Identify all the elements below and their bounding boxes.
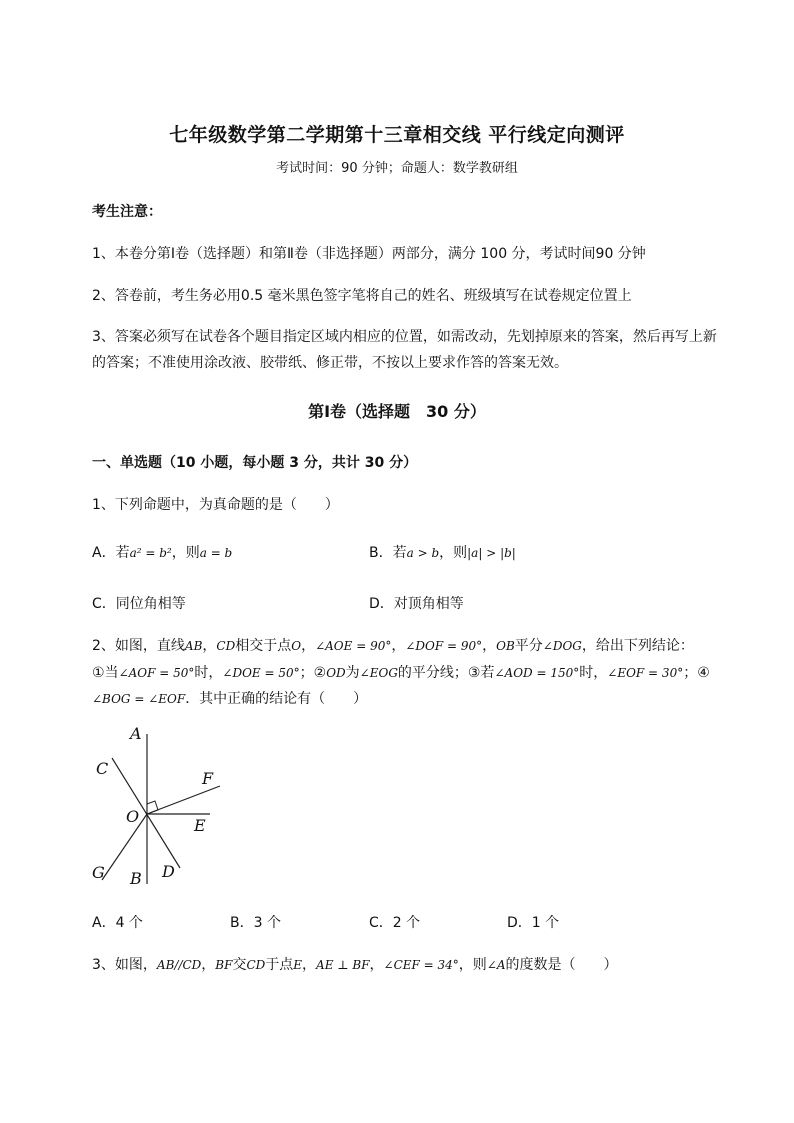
exam-info: 考试时间：90 分钟；命题人：数学教研组 — [276, 161, 518, 176]
text: 的平分线；③若 — [397, 665, 495, 681]
question-2-figure — [88, 722, 228, 887]
text: 相交于点 — [235, 638, 292, 654]
math: ∠EOF = 30° — [607, 666, 684, 680]
math: AB — [184, 639, 203, 653]
text: 于点 — [265, 957, 294, 973]
question-2-line-2 — [92, 662, 710, 682]
math: AB//CD — [156, 958, 202, 972]
text: ， — [202, 638, 217, 654]
text: 2、如图，直线 — [92, 638, 185, 654]
question-2-line-3 — [92, 688, 367, 708]
notice-item-3-line-2: 的答案；不准使用涂改液、胶带纸、修正带，不按以上要求作答的答案无效。 — [92, 355, 568, 371]
math: O — [291, 639, 302, 653]
math: CD — [216, 639, 236, 653]
question-2-option-c: C．2 个 — [369, 915, 421, 931]
question-2-option-a: A．4 个 — [92, 915, 143, 931]
line-cd — [112, 758, 180, 868]
option-b-math-2: |a| > |b| — [467, 546, 516, 560]
label-b: B — [130, 869, 142, 887]
question-2-line-1 — [92, 635, 694, 655]
label-g: G — [92, 863, 105, 882]
math: ∠A — [486, 958, 506, 972]
label-e: E — [194, 816, 206, 835]
math: OB — [496, 639, 515, 653]
math: ∠AOF = 50° — [118, 666, 195, 680]
text: 时， — [194, 665, 223, 681]
question-1-option-a — [92, 542, 232, 562]
math: ∠DOE = 50° — [222, 666, 300, 680]
math: ∠EOG — [359, 666, 398, 680]
label-o: O — [126, 807, 140, 826]
question-3-stem — [92, 954, 618, 974]
math: E — [293, 958, 303, 972]
math: ∠DOG — [542, 639, 582, 653]
label-f: F — [202, 769, 214, 788]
text: ， — [391, 638, 406, 654]
page-title: 七年级数学第二学期第十三章相交线 平行线定向测评 — [169, 124, 625, 146]
text: ， — [301, 638, 316, 654]
text: 3、如图， — [92, 957, 157, 973]
text: ①当 — [92, 665, 119, 681]
section-title: 第Ⅰ卷（选择题 30 分） — [308, 402, 486, 421]
text: 平分 — [514, 638, 543, 654]
text: ，给出下列结论： — [581, 638, 694, 654]
option-a-math: a² = b² — [129, 546, 172, 560]
text: ， — [482, 638, 497, 654]
question-2-option-d: D．1 个 — [507, 915, 560, 931]
part-heading: 一、单选题（10 小题，每小题 3 分，共计 30 分） — [92, 455, 418, 471]
notice-heading: 考生注意： — [92, 204, 162, 220]
option-a-prefix: A．若 — [92, 545, 130, 561]
question-1-option-c: C．同位角相等 — [92, 596, 186, 612]
notice-item-1: 1、本卷分第Ⅰ卷（选择题）和第Ⅱ卷（非选择题）两部分，满分 100 分，考试时间90 分钟 — [92, 246, 646, 262]
text: ， — [369, 957, 384, 973]
text: 的度数是（ ） — [505, 957, 618, 973]
option-b-mid: ，则 — [439, 545, 468, 561]
text: 交 — [232, 957, 247, 973]
math: BF — [215, 958, 233, 972]
question-1-option-b — [369, 542, 516, 562]
question-2-option-b: B．3 个 — [230, 915, 281, 931]
notice-item-2: 2、答卷前，考生务必用0.5 毫米黑色签字笔将自己的姓名、班级填写在试卷规定位置上 — [92, 288, 632, 304]
text: ；② — [299, 665, 327, 681]
math: ∠AOD = 150° — [494, 666, 580, 680]
question-1-stem: 1、下列命题中，为真命题的是（ ） — [92, 497, 339, 513]
label-c: C — [96, 759, 109, 778]
option-b-math: a > b — [406, 546, 440, 560]
text: ， — [201, 957, 216, 973]
math: ∠AOE = 90° — [315, 639, 392, 653]
notice-item-3-line-1: 3、答案必须写在试卷各个题目指定区域内相应的位置，如需改动，先划掉原来的答案，然后再写上新 — [92, 329, 717, 345]
right-angle-mark — [147, 801, 158, 813]
text: ．其中正确的结论有（ ） — [185, 691, 368, 707]
math: AE ⊥ BF — [316, 958, 370, 972]
math: CD — [246, 958, 266, 972]
text: ，则 — [458, 957, 487, 973]
question-1-option-d: D．对顶角相等 — [369, 596, 464, 612]
math: OD — [326, 666, 346, 680]
math: ∠CEF = 34° — [383, 958, 459, 972]
text: 为 — [345, 665, 360, 681]
math: ∠BOG = ∠EOF — [92, 692, 186, 706]
math: ∠DOF = 90° — [405, 639, 483, 653]
text: ， — [302, 957, 317, 973]
option-a-mid: ，则 — [171, 545, 200, 561]
option-a-math-2: a = b — [199, 546, 233, 560]
option-b-prefix: B．若 — [369, 545, 407, 561]
text: ；④ — [683, 665, 710, 681]
label-a: A — [130, 724, 142, 743]
text: 时， — [579, 665, 608, 681]
label-d: D — [162, 862, 175, 881]
